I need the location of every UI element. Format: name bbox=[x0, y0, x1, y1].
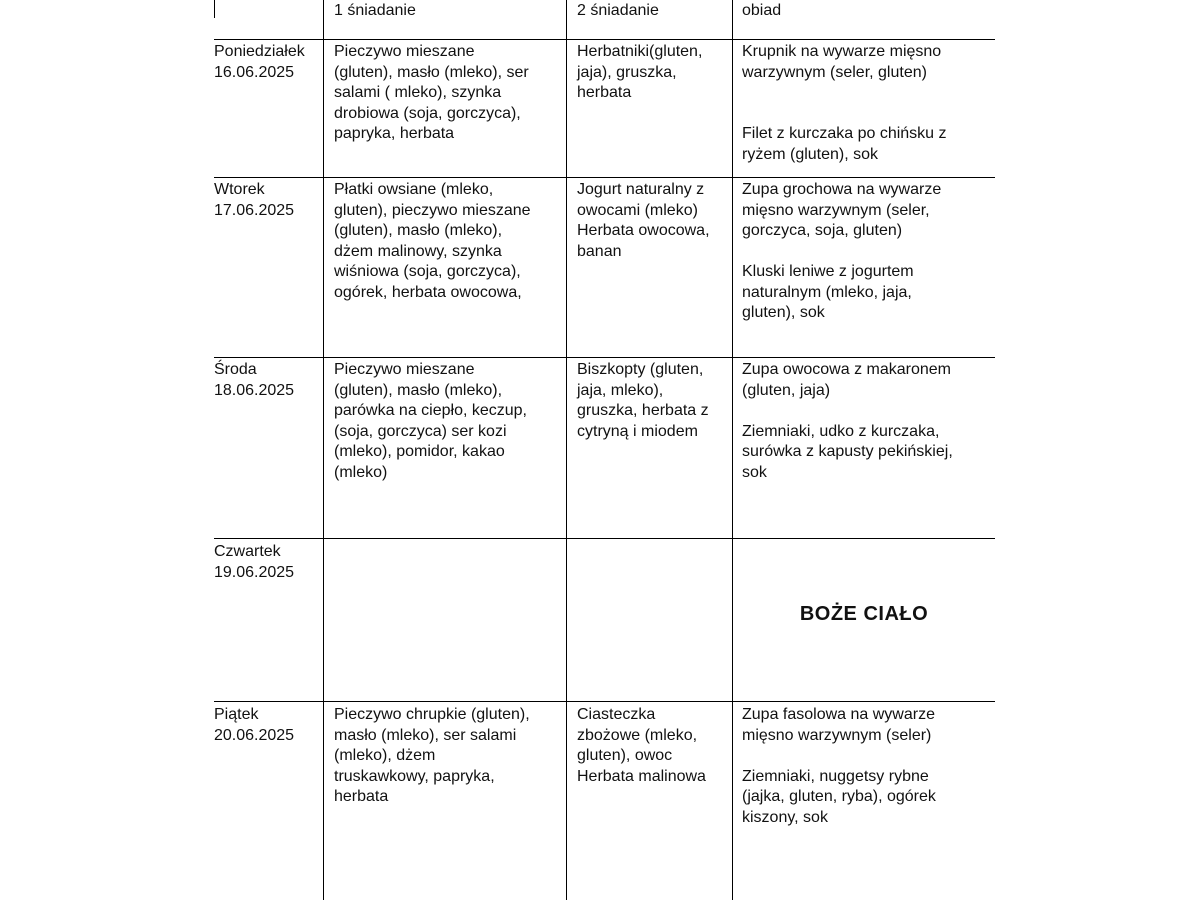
row-wednesday-day: Środa 18.06.2025 bbox=[214, 361, 295, 399]
row-monday-lunch: Krupnik na wywarze mięsno warzywnym (seler, gluten) Filet z kurczaka po chińsku z ryżem (gluten), sok bbox=[742, 43, 947, 163]
header-breakfast-1: 1 śniadanie bbox=[334, 2, 416, 19]
column-divider-3 bbox=[732, 0, 733, 900]
row-monday-day: Poniedziałek 16.06.2025 bbox=[214, 43, 305, 81]
holiday-label: BOŻE CIAŁO bbox=[799, 603, 929, 625]
row-divider-3 bbox=[214, 538, 995, 539]
row-monday-breakfast-2: Herbatniki(gluten, jaja), gruszka, herbata bbox=[577, 43, 703, 101]
header-row-divider bbox=[214, 39, 995, 40]
row-tuesday-day: Wtorek 17.06.2025 bbox=[214, 181, 295, 219]
row-tuesday-breakfast-1: Płatki owsiane (mleko, gluten), pieczywo mieszane (gluten), masło (mleko), dżem malinowy, szynka wiśniowa (soja, gorczyca), ogórek, herbata owocowa, bbox=[334, 181, 531, 301]
row-friday-lunch: Zupa fasolowa na wywarze mięsno warzywnym (seler) Ziemniaki, nuggetsy rybne (jajka, gluten, ryba), ogórek kiszony, sok bbox=[742, 706, 936, 826]
row-divider-2 bbox=[214, 357, 995, 358]
column-divider-1 bbox=[323, 0, 324, 900]
header-lunch: obiad bbox=[742, 2, 782, 19]
row-thursday-day: Czwartek 19.06.2025 bbox=[214, 543, 295, 581]
row-wednesday-breakfast-2: Biszkopty (gluten, jaja, mleko), gruszka, herbata z cytryną i miodem bbox=[577, 361, 709, 440]
row-monday-breakfast-1: Pieczywo mieszane (gluten), masło (mleko), ser salami ( mleko), szynka drobiowa (soja, gorczyca), papryka, herbata bbox=[334, 43, 529, 142]
row-wednesday-lunch: Zupa owocowa z makaronem (gluten, jaja) Ziemniaki, udko z kurczaka, surówka z kapusty pekińskiej, sok bbox=[742, 361, 953, 481]
row-tuesday-lunch: Zupa grochowa na wywarze mięsno warzywnym (seler, gorczyca, soja, gluten) Kluski leniwe z jogurtem naturalnym (mleko, jaja, gluten), sok bbox=[742, 181, 942, 321]
row-friday-day: Piątek 20.06.2025 bbox=[214, 706, 295, 744]
header-breakfast-2: 2 śniadanie bbox=[577, 2, 659, 19]
table-left-border bbox=[214, 0, 215, 18]
row-divider-1 bbox=[214, 177, 995, 178]
row-divider-4 bbox=[214, 701, 995, 702]
row-wednesday-breakfast-1: Pieczywo mieszane (gluten), masło (mleko), parówka na ciepło, keczup, (soja, gorczyca) ser kozi (mleko), pomidor, kakao (mleko) bbox=[334, 361, 527, 481]
column-divider-2 bbox=[566, 0, 567, 900]
row-tuesday-breakfast-2: Jogurt naturalny z owocami (mleko) Herbata owocowa, banan bbox=[577, 181, 710, 260]
row-friday-breakfast-1: Pieczywo chrupkie (gluten), masło (mleko), ser salami (mleko), dżem truskawkowy, papryka, herbata bbox=[334, 706, 530, 805]
row-friday-breakfast-2: Ciasteczka zbożowe (mleko, gluten), owoc Herbata malinowa bbox=[577, 706, 706, 785]
